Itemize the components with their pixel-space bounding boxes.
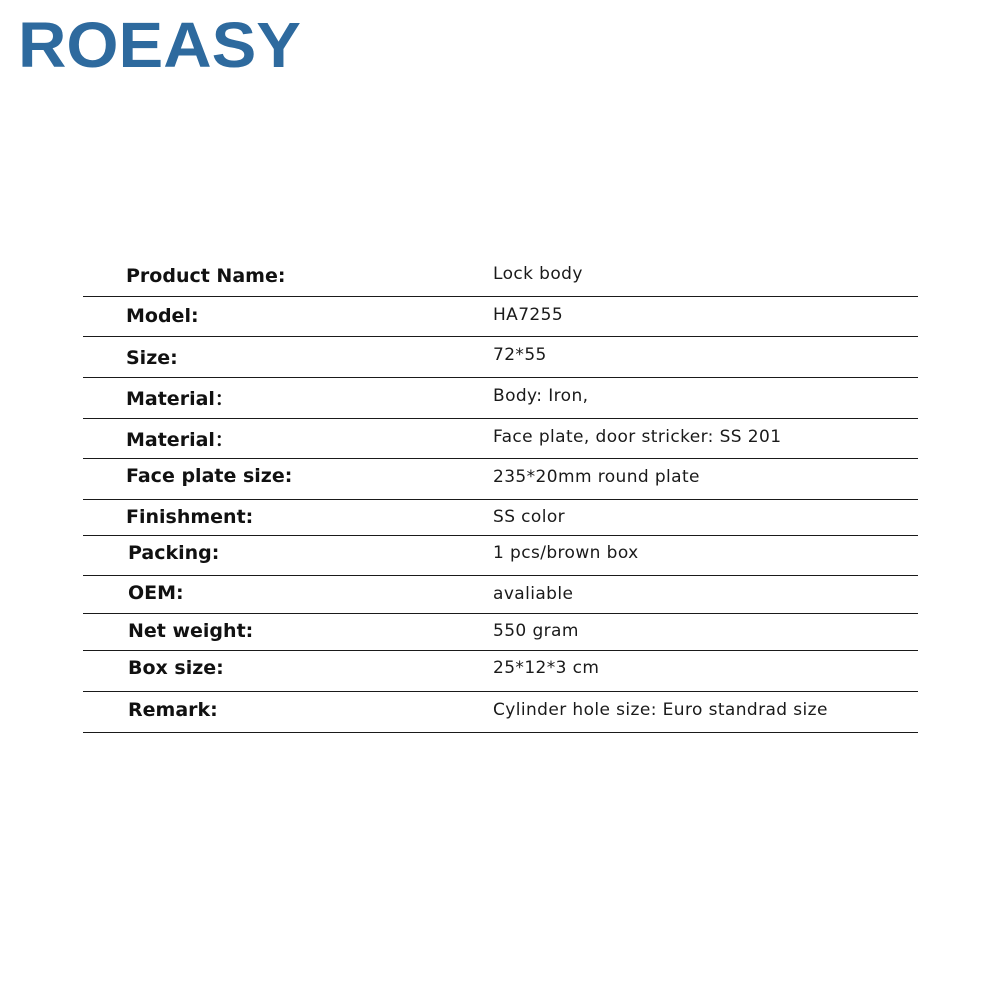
- spec-label: Box size:: [128, 657, 224, 679]
- spec-label: Finishment:: [126, 506, 254, 528]
- spec-label: Product Name:: [126, 265, 286, 287]
- spec-value: Body: Iron,: [493, 386, 589, 406]
- spec-row-packing: [83, 536, 918, 576]
- spec-row-finishment: [83, 500, 918, 536]
- spec-row-face-plate-size: [83, 459, 918, 500]
- spec-value: HA7255: [493, 305, 564, 325]
- spec-value: 550 gram: [493, 621, 579, 641]
- spec-label: Model:: [126, 305, 199, 327]
- spec-value: Face plate, door stricker: SS 201: [493, 427, 782, 447]
- spec-row-remark: [83, 692, 918, 733]
- spec-label: Material：: [126, 388, 234, 410]
- spec-value: Cylinder hole size: Euro standrad size: [493, 700, 828, 720]
- spec-label: Face plate size:: [126, 465, 293, 487]
- spec-label: OEM:: [128, 582, 184, 604]
- spec-value: 235*20mm round plate: [493, 467, 700, 487]
- spec-row-size: [83, 337, 918, 378]
- spec-value: 72*55: [493, 345, 547, 365]
- spec-label: Net weight:: [128, 620, 254, 642]
- spec-value: Lock body: [493, 264, 583, 284]
- spec-label: Packing:: [128, 542, 220, 564]
- spec-value: 1 pcs/brown box: [493, 543, 639, 563]
- spec-label: Remark:: [128, 699, 218, 721]
- spec-row-product-name: [83, 255, 918, 297]
- spec-label: Size:: [126, 347, 178, 369]
- spec-row-net-weight: [83, 614, 918, 651]
- logo-wordmark: [18, 10, 308, 76]
- spec-label: Material：: [126, 429, 234, 451]
- spec-row-material-body: [83, 378, 918, 419]
- spec-table: [83, 255, 918, 733]
- logo-text: ROEASY: [18, 10, 301, 76]
- spec-row-box-size: [83, 651, 918, 692]
- spec-row-oem: [83, 576, 918, 614]
- spec-row-model: [83, 297, 918, 337]
- spec-value: 25*12*3 cm: [493, 658, 600, 678]
- spec-value: avaliable: [493, 584, 574, 604]
- spec-row-material-face-plate: [83, 419, 918, 459]
- spec-value: SS color: [493, 507, 566, 527]
- roeasy-logo: [18, 10, 308, 76]
